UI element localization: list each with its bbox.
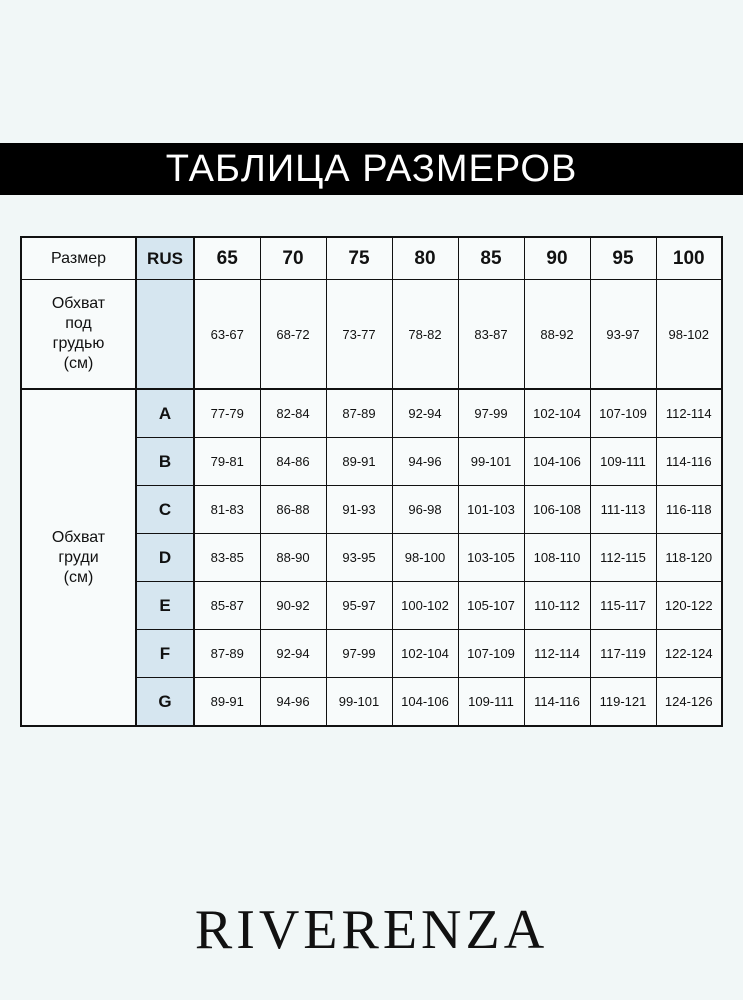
- bust-value: 118-120: [656, 534, 722, 582]
- bust-value: 122-124: [656, 630, 722, 678]
- bust-value: 89-91: [194, 678, 260, 727]
- bust-value: 111-113: [590, 486, 656, 534]
- size-header: 100: [656, 237, 722, 280]
- bust-value: 116-118: [656, 486, 722, 534]
- bust-value: 99-101: [458, 438, 524, 486]
- underbust-label: [21, 280, 136, 390]
- bust-value: 87-89: [194, 630, 260, 678]
- bust-value: 84-86: [260, 438, 326, 486]
- size-header: 65: [194, 237, 260, 280]
- bust-value: 105-107: [458, 582, 524, 630]
- label-line: Обхват: [51, 528, 106, 546]
- bust-value: 120-122: [656, 582, 722, 630]
- cup-label: F: [136, 630, 194, 678]
- cup-label: E: [136, 582, 194, 630]
- underbust-value: 63-67: [194, 280, 260, 390]
- bust-value: 109-111: [590, 438, 656, 486]
- bust-value: 83-85: [194, 534, 260, 582]
- bust-value: 79-81: [194, 438, 260, 486]
- bust-label: [21, 389, 136, 726]
- bust-value: 102-104: [524, 389, 590, 438]
- bust-value: 108-110: [524, 534, 590, 582]
- bust-value: 92-94: [260, 630, 326, 678]
- size-chart-table: [20, 236, 723, 727]
- label-line: под: [65, 315, 92, 332]
- bust-value: 114-116: [524, 678, 590, 727]
- bust-value: 106-108: [524, 486, 590, 534]
- bust-value: 81-83: [194, 486, 260, 534]
- bust-value: 124-126: [656, 678, 722, 727]
- cup-label: A: [136, 389, 194, 438]
- underbust-value: 88-92: [524, 280, 590, 390]
- bust-value: 90-92: [260, 582, 326, 630]
- bust-value: 112-114: [524, 630, 590, 678]
- page-title: ТАБЛИЦА РАЗМЕРОВ: [165, 147, 578, 190]
- header-row: [21, 237, 722, 280]
- label-line: (см): [63, 355, 94, 372]
- bust-value: 100-102: [392, 582, 458, 630]
- label-line: груди: [58, 548, 99, 566]
- bust-value: 114-116: [656, 438, 722, 486]
- cup-label: D: [136, 534, 194, 582]
- bust-value: 104-106: [392, 678, 458, 727]
- bust-value: 112-114: [656, 389, 722, 438]
- bust-value: 94-96: [392, 438, 458, 486]
- bust-value: 94-96: [260, 678, 326, 727]
- cup-label: G: [136, 678, 194, 727]
- bust-value: 82-84: [260, 389, 326, 438]
- bust-value: 88-90: [260, 534, 326, 582]
- label-line: (см): [63, 568, 94, 586]
- size-header: 70: [260, 237, 326, 280]
- bust-value: 103-105: [458, 534, 524, 582]
- bust-value: 97-99: [458, 389, 524, 438]
- bust-value: 89-91: [326, 438, 392, 486]
- bust-value: 107-109: [590, 389, 656, 438]
- size-label: Размер: [21, 237, 136, 280]
- bust-value: 104-106: [524, 438, 590, 486]
- bust-value: 107-109: [458, 630, 524, 678]
- underbust-value: 73-77: [326, 280, 392, 390]
- size-header: 75: [326, 237, 392, 280]
- label-line: грудью: [52, 335, 105, 352]
- size-header: 95: [590, 237, 656, 280]
- bust-value: 110-112: [524, 582, 590, 630]
- bust-value: 101-103: [458, 486, 524, 534]
- bust-value: 96-98: [392, 486, 458, 534]
- bust-value: 91-93: [326, 486, 392, 534]
- cup-label: B: [136, 438, 194, 486]
- underbust-value: 98-102: [656, 280, 722, 390]
- bust-value: 117-119: [590, 630, 656, 678]
- bust-value: 115-117: [590, 582, 656, 630]
- underbust-row: [21, 280, 722, 390]
- bust-value: 93-95: [326, 534, 392, 582]
- bust-value: 112-115: [590, 534, 656, 582]
- underbust-value: 78-82: [392, 280, 458, 390]
- title-banner: [0, 143, 743, 195]
- size-header: 85: [458, 237, 524, 280]
- underbust-value: 68-72: [260, 280, 326, 390]
- bust-value: 95-97: [326, 582, 392, 630]
- bust-value: 86-88: [260, 486, 326, 534]
- bust-value: 87-89: [326, 389, 392, 438]
- underbust-value: 83-87: [458, 280, 524, 390]
- rus-label: RUS: [136, 237, 194, 280]
- bust-value: 102-104: [392, 630, 458, 678]
- bust-value: 119-121: [590, 678, 656, 727]
- label-line: Обхват: [51, 295, 106, 312]
- bust-value: 77-79: [194, 389, 260, 438]
- brand-logo: RIVERENZA: [194, 899, 549, 961]
- bust-value: 85-87: [194, 582, 260, 630]
- bust-value: 97-99: [326, 630, 392, 678]
- rus-empty-cell: [136, 280, 194, 390]
- bust-value: 92-94: [392, 389, 458, 438]
- cup-label: C: [136, 486, 194, 534]
- size-header: 90: [524, 237, 590, 280]
- bust-value: 98-100: [392, 534, 458, 582]
- underbust-value: 93-97: [590, 280, 656, 390]
- size-header: 80: [392, 237, 458, 280]
- bust-value: 99-101: [326, 678, 392, 727]
- bust-value: 109-111: [458, 678, 524, 727]
- table-row: [21, 389, 722, 438]
